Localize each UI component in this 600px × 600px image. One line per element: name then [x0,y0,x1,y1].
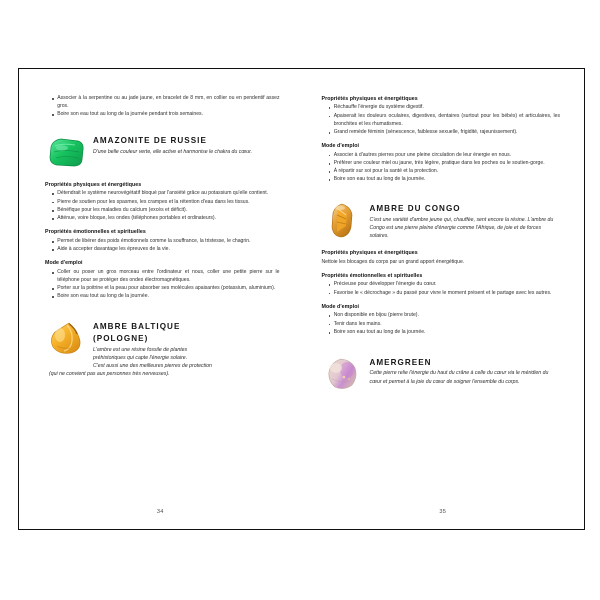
left-top-bullet-list [45,95,280,119]
page-number-left: 34 [156,509,164,515]
right-page [302,69,585,529]
list-item: Aide à accepter davantage les épreuves de la vie. [52,246,280,254]
stone-entry-ambre-congo [322,201,561,241]
stone-title-line1: AMBRE BALTIQUE [93,322,181,332]
section-bullet-list [45,269,280,301]
list-item: Boire son eau tout au long de la journée. [52,293,280,301]
section-bullet-list [322,152,561,185]
list-item: Atténue, voire bloque, les ondes (téléphones portables et ordinateurs). [52,215,280,223]
list-item: Apaiserait les douleurs oculaires, digestives, dentaires (surtout pour les bébés) et articulaires, les bronchites et les rhumatismes. [329,113,561,128]
list-item: Favorise le « décrochage » du passé pour vivre le moment présent et le partage avec les autres. [329,290,561,298]
list-item: Précieuse pour développer l'énergie du cœur. [329,281,561,289]
stone-title: AMAZONITE DE RUSSIE [93,135,207,145]
list-item: Boire son eau tout au long de la journée pendant trois semaines. [52,111,280,119]
section-heading: Mode d'emploi [45,260,83,267]
stone-title: AMBRE DU CONGO [369,204,461,214]
stone-entry-amergreen [322,355,561,395]
section-bullet-list [45,238,280,254]
section-heading: Propriétés émotionnelles et spirituelles [45,229,146,236]
stone-description-line4: (qui ne convient pas aux personnes très nerveuses). [49,370,170,377]
list-item: Tenir dans les mains. [329,321,561,329]
section-heading: Propriétés physiques et énergétiques [321,96,418,102]
list-item: Porter sur la poitrine et la peau pour absorber ses molécules apaisantes (potassium, aluminium). [52,285,280,293]
stone-description: D'une belle couleur verte, elle active et harmonise le chakra du cœur. [93,148,253,155]
list-item: Bénéfique pour les maladies du calcium (excès et déficit). [52,207,280,215]
section-bullet-list [322,281,561,297]
section-heading: Propriétés physiques et énergétiques [45,181,142,188]
list-item: Préférer une couleur miel ou jaune, très légère, pratique dans les poches ou le soutien-gorge. [329,160,561,168]
page-number-right: 35 [439,509,447,515]
section-plain-text: Nettoie les blocages du corps par un grand apport énergétique. [321,258,465,265]
section-bullet-list [322,312,561,336]
list-item: Grand remède féminin (sénescence, faiblesse sexuelle, frigidité, rajeunissement). [329,129,561,137]
section-heading: Propriétés émotionnelles et spirituelles [321,272,423,279]
list-item: Coller ou poser un gros morceau entre l'ordinateur et nous, coller une petite pierre sur le téléphone pour se protéger des ondes électromagnétiques. [52,269,280,284]
book-spread [18,68,585,530]
left-page [19,69,302,529]
list-item: Associer à la serpentine ou au jade jaune, en bracelet de 8 mm, en collier ou en pendentif assez gros. [52,95,280,110]
section-bullet-list [45,190,280,223]
list-item: Associer à d'autres pierres pour une pleine circulation de leur énergie en nous. [329,152,561,160]
list-item: Boire son eau tout au long de la journée. [329,329,561,337]
section-bullet-list [322,104,561,136]
section-heading: Propriétés physiques et énergétiques [321,250,418,257]
list-item: À répartir sur soi pour la santé et la protection. [329,168,561,176]
list-item: Pierre de soutien pour les spasmes, les crampes et la rétention d'eau dans les tissus. [52,199,280,207]
stone-description: C'est une variété d'ambre jeune qui, chauffée, sent encore la résine. L'ambre du Congo est une pierre pleine d'énergie comme l'Afrique, de joie et de forces solaires. [369,216,554,240]
stone-description: Cette pierre relie l'énergie du haut du crâne à celle du cœur via le méridien du cœur et permet à la joie du cœur de soigner l'ensemble du corps. [369,370,549,385]
list-item: Réchauffe l'énergie du système digestif. [329,104,561,112]
stone-title: AMERGREEN [369,357,432,367]
amergreen-stone-image [322,355,366,395]
stone-title-line2: (POLOGNE) [93,333,149,343]
amazonite-stone-image [45,133,89,173]
list-item: Permet de libérer des poids émotionnels comme la souffrance, la tristesse, le chagrin. [52,238,280,246]
list-item: Boire son eau tout au long de la journée. [329,176,561,184]
list-item: Non disponible en bijou (pierre brute). [329,312,561,320]
stone-entry-amber-baltique [45,319,280,378]
list-item: Détendrait le système neurovégétatif bloqué par l'anxiété grâce au potassium qu'elle contient. [52,190,280,198]
amber-congo-stone-image [322,201,366,241]
stone-description-line1: L'ambre est une résine fossile de plantes [93,346,188,353]
stone-description-line3: C'est aussi une des meilleures pierres de protection [93,362,212,369]
section-heading: Mode d'emploi [321,303,360,310]
amber-baltic-stone-image [45,319,89,359]
stone-description-line2: préhistoriques qui capte l'énergie solaire. [93,354,188,361]
stone-entry-amazonite [45,133,280,173]
section-heading: Mode d'emploi [321,143,360,150]
